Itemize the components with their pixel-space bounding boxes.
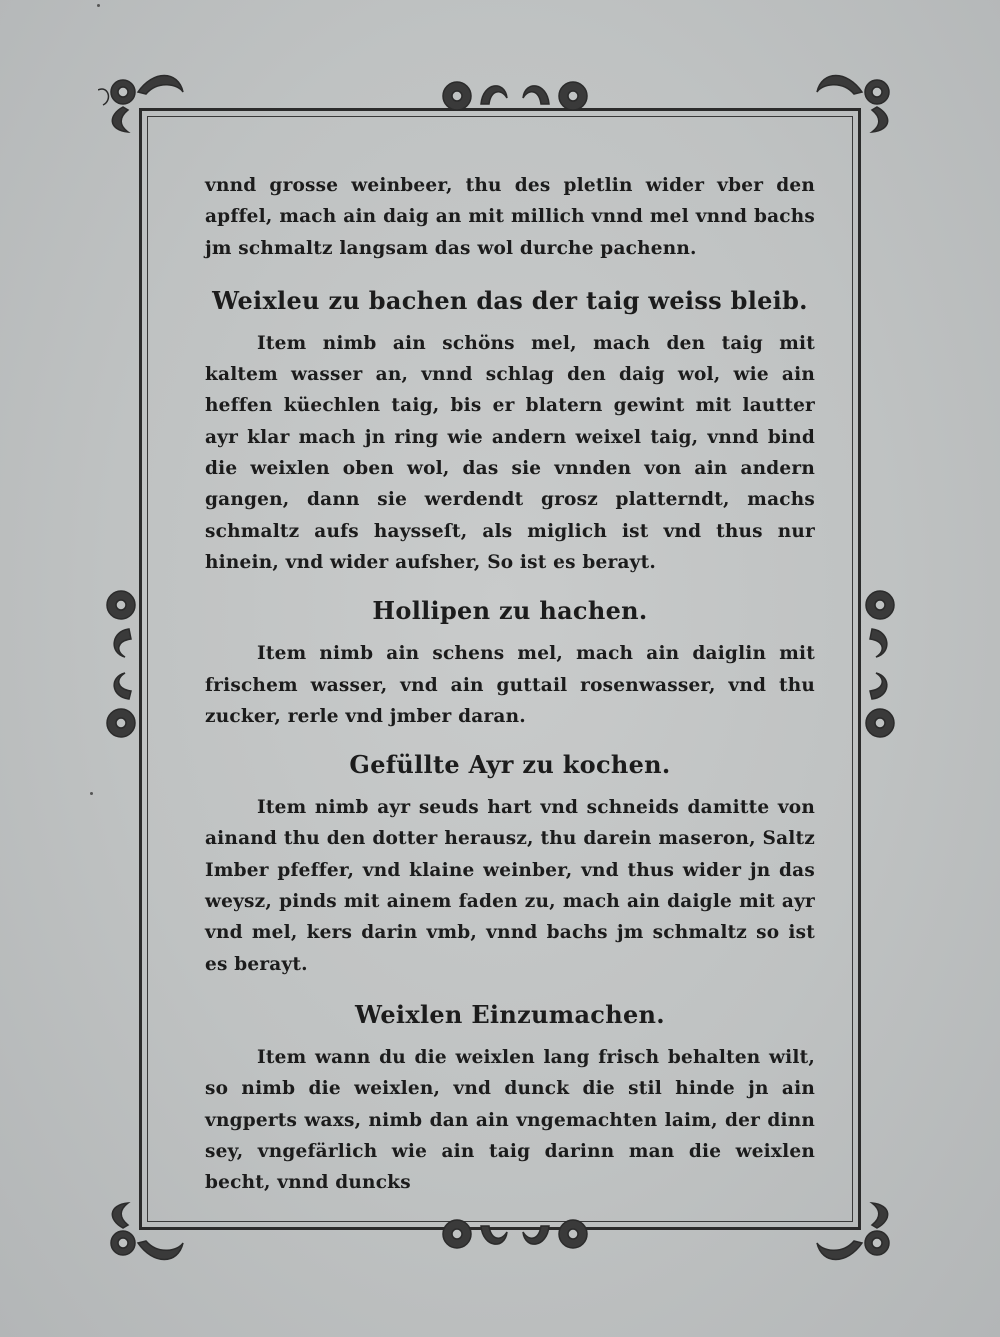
left-side-ornament-icon <box>101 585 141 745</box>
heading-gefuellte-ayr: Gefüllte Ayr zu kochen. <box>349 750 671 780</box>
paragraph-weixlen-einzumachen: Item wann du die weixlen lang frisch behalten wilt, so nimb die weixlen, vnd dunck die stil hinde jn ain vngperts waxs, nimb dan ain vngemachten laim, der dinn sey, vngefärlich wie ain taig darinn man die weixlen becht, vnnd duncks <box>205 1046 815 1194</box>
heading-weixleu-zu-bachen: Weixleu zu bachen das der taig weiss bleib. <box>212 285 808 315</box>
paper-speck <box>90 792 93 795</box>
top-left-corner-ornament-icon <box>98 60 198 140</box>
paragraph-hollipen: Item nimb ain schens mel, mach ain daiglin mit frischem wasser, vnd ain guttail rosenwasser, vnd thu zucker, rerle vnd jmber daran. <box>205 643 815 727</box>
top-right-corner-ornament-icon <box>802 60 902 140</box>
heading-hollipen: Hollipen zu hachen. <box>372 596 648 626</box>
heading-weixlen-einzumachen: Weixlen Einzumachen. <box>355 999 665 1029</box>
top-center-ornament-icon <box>435 74 595 118</box>
paragraph-continuation: vnnd grosse weinbeer, thu des pletlin wider vber den apffel, mach ain daig an mit millich vnnd mel vnnd bachs jm schmaltz langsam das wol durche pachenn. <box>205 175 815 259</box>
paper-speck <box>97 4 100 7</box>
recipe-text <box>205 170 815 1198</box>
bottom-left-corner-ornament-icon <box>98 1195 198 1275</box>
paragraph-weixleu: Item nimb ain schöns mel, mach den taig mit kaltem wasser an, vnnd schlag den daig wol, wie ain heffen küechlen taig, bis er blatern gewint mit lautter ayr klar mach jn ring wie andern weixel taig, vnnd bind die weixlen oben wol, das sie vnnden von ain andern gangen, dann sie werdendt grosz platterndt, machs schmaltz aufs haysseſt, als miglich ist vnd thus nur hinein, vnd wider aufsher, So ist es berayt. <box>205 332 815 573</box>
bottom-center-ornament-icon <box>435 1212 595 1256</box>
right-side-ornament-icon <box>860 585 900 745</box>
paragraph-gefuellte-ayr: Item nimb ayr seuds hart vnd schneids damitte von ainand thu den dotter herausz, thu darein maseron, Saltz Imber pfeffer, vnd klaine weinber, vnd thus wider jn das weysz, pinds mit ainem faden zu, mach ain daigle mit ayr vnd mel, kers darin vmb, vnnd bachs jm schmaltz so ist es berayt. <box>205 797 815 975</box>
bottom-right-corner-ornament-icon <box>802 1195 902 1275</box>
